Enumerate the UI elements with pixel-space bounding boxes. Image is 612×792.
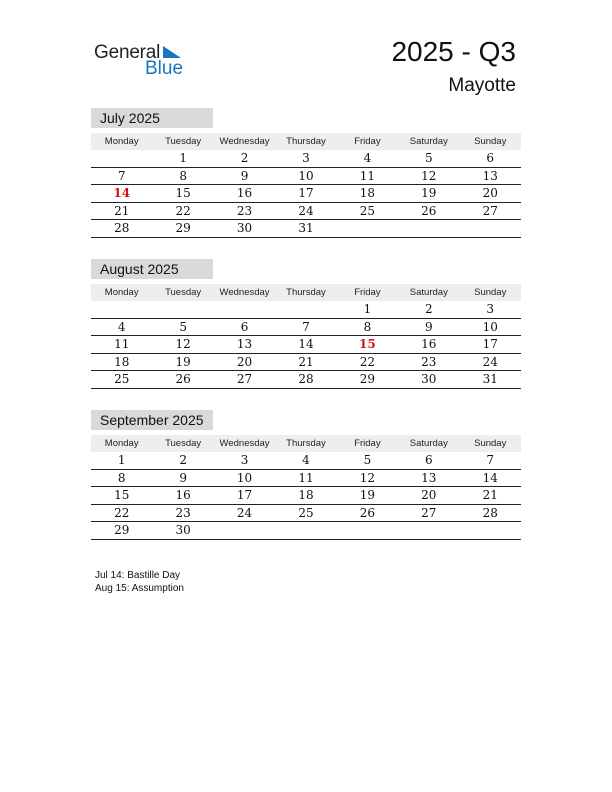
generalblue-logo — [94, 40, 194, 80]
day-cell: 11 — [114, 337, 130, 351]
day-cell: 8 — [179, 168, 187, 183]
holiday-notes — [95, 569, 184, 595]
week-row — [91, 220, 521, 238]
empty-day-cell — [460, 522, 521, 539]
day-cell: 26 — [359, 505, 376, 520]
holiday-note: Jul 14: Bastille Day — [95, 570, 181, 581]
day-cell: 6 — [240, 319, 249, 334]
day-cell: 23 — [175, 505, 191, 520]
day-cell: 3 — [486, 302, 495, 316]
day-cell: 22 — [359, 354, 376, 369]
day-cell: 9 — [240, 168, 249, 183]
weekday-label: Thursday — [286, 287, 326, 298]
day-cell: 27 — [236, 372, 253, 386]
day-cell: 18 — [359, 186, 376, 200]
day-cell: 20 — [236, 354, 253, 369]
weekday-label: Tuesday — [165, 287, 202, 298]
weekday-label: Sunday — [474, 287, 507, 298]
week-row — [91, 470, 521, 488]
weekday-label: Wednesday — [219, 438, 270, 449]
weekday-label: Sunday — [474, 438, 507, 449]
day-cell: 14 — [113, 186, 131, 200]
day-cell: 18 — [298, 488, 314, 502]
month-title: September 2025 — [91, 410, 213, 430]
day-cell: 19 — [359, 488, 376, 502]
day-cell: 19 — [175, 354, 191, 369]
day-cell: 12 — [175, 337, 191, 351]
day-cell: 5 — [425, 151, 433, 165]
empty-day-cell — [214, 301, 275, 318]
day-cell: 16 — [421, 337, 437, 351]
empty-day-cell — [275, 522, 336, 539]
logo-text-general: General — [94, 42, 161, 63]
day-cell: 24 — [236, 505, 253, 520]
day-cell: 28 — [482, 505, 498, 520]
month-title: July 2025 — [91, 108, 213, 128]
day-cell: 10 — [482, 319, 498, 334]
day-cell: 17 — [482, 337, 498, 351]
weekday-label: Saturday — [409, 438, 448, 449]
week-row — [91, 522, 521, 540]
day-cell: 24 — [482, 354, 498, 369]
empty-day-cell — [214, 522, 275, 539]
weekday-label: Tuesday — [165, 136, 202, 147]
day-cell: 17 — [298, 186, 314, 200]
day-cell: 16 — [236, 186, 253, 200]
empty-day-cell — [337, 522, 398, 539]
week-row — [91, 354, 521, 372]
day-cell: 9 — [425, 319, 433, 334]
weekday-header — [91, 284, 521, 301]
day-cell: 3 — [302, 151, 310, 165]
weekday-label: Saturday — [409, 287, 448, 298]
weekday-label: Thursday — [286, 438, 326, 449]
day-cell: 28 — [114, 221, 130, 235]
logo-text-blue: Blue — [145, 58, 184, 79]
day-cell: 30 — [421, 372, 437, 386]
month-title: August 2025 — [91, 259, 213, 279]
day-cell: 19 — [421, 186, 437, 200]
weekday-header — [91, 435, 521, 452]
day-cell: 4 — [117, 319, 126, 334]
day-cell: 26 — [421, 203, 437, 218]
week-row — [91, 319, 521, 337]
day-cell: 14 — [482, 470, 498, 485]
day-cell: 14 — [298, 337, 314, 351]
day-cell: 27 — [421, 505, 437, 520]
day-cell: 15 — [359, 337, 376, 351]
week-row — [91, 185, 521, 203]
empty-day-cell — [152, 301, 213, 318]
day-cell: 4 — [363, 151, 372, 165]
weekday-label: Friday — [354, 136, 381, 147]
weekday-label: Monday — [104, 438, 139, 449]
weekday-header — [91, 133, 521, 150]
day-cell: 12 — [421, 168, 437, 183]
day-cell: 29 — [175, 221, 191, 235]
day-cell: 25 — [114, 372, 130, 386]
day-cell: 20 — [421, 488, 437, 502]
month-july — [91, 108, 521, 238]
weekday-label: Wednesday — [219, 136, 270, 147]
empty-day-cell — [337, 220, 398, 237]
day-cell: 10 — [298, 168, 314, 183]
day-cell: 28 — [298, 372, 314, 386]
week-row — [91, 168, 521, 186]
weekday-label: Friday — [354, 287, 381, 298]
day-cell: 4 — [302, 453, 310, 467]
day-cell: 25 — [298, 505, 314, 520]
weekday-label: Wednesday — [219, 287, 270, 298]
weekday-label: Monday — [104, 287, 139, 298]
day-cell: 12 — [359, 470, 376, 485]
day-cell: 31 — [298, 221, 314, 235]
weekday-label: Tuesday — [165, 438, 202, 449]
day-cell: 17 — [236, 488, 253, 502]
week-row — [91, 150, 521, 168]
month-grid — [91, 150, 521, 238]
day-cell: 29 — [114, 523, 130, 537]
day-cell: 30 — [175, 523, 191, 537]
empty-day-cell — [91, 150, 152, 167]
day-cell: 15 — [114, 488, 130, 502]
week-row — [91, 452, 521, 470]
day-cell: 10 — [236, 470, 253, 485]
weekday-label: Sunday — [474, 136, 507, 147]
weekday-label: Thursday — [286, 136, 326, 147]
week-row — [91, 336, 521, 354]
day-cell: 21 — [298, 354, 314, 369]
day-cell: 2 — [179, 453, 187, 467]
region-name: Mayotte — [448, 75, 516, 96]
month-august — [91, 259, 521, 389]
day-cell: 20 — [482, 186, 498, 200]
empty-day-cell — [398, 220, 459, 237]
day-cell: 23 — [236, 203, 253, 218]
page-title: 2025 - Q3 — [391, 36, 516, 67]
day-cell: 5 — [179, 319, 187, 334]
weekday-label: Saturday — [409, 136, 448, 147]
empty-day-cell — [460, 220, 521, 237]
day-cell: 22 — [114, 505, 130, 520]
day-cell: 9 — [179, 470, 187, 485]
day-cell: 13 — [236, 337, 253, 351]
day-cell: 5 — [363, 453, 372, 467]
day-cell: 24 — [298, 203, 314, 218]
day-cell: 11 — [359, 168, 376, 183]
day-cell: 3 — [240, 453, 249, 467]
day-cell: 26 — [175, 372, 191, 386]
week-row — [91, 203, 521, 221]
empty-day-cell — [91, 301, 152, 318]
day-cell: 13 — [421, 470, 437, 485]
weekday-label: Friday — [354, 438, 381, 449]
month-grid — [91, 301, 521, 389]
day-cell: 1 — [117, 453, 126, 467]
day-cell: 30 — [236, 221, 253, 235]
day-cell: 22 — [175, 203, 191, 218]
day-cell: 21 — [482, 488, 498, 502]
day-cell: 6 — [486, 151, 495, 165]
day-cell: 7 — [117, 168, 126, 183]
day-cell: 15 — [175, 186, 191, 200]
empty-day-cell — [398, 522, 459, 539]
day-cell: 16 — [175, 488, 191, 502]
day-cell: 8 — [117, 470, 126, 485]
day-cell: 6 — [425, 453, 433, 467]
week-row — [91, 301, 521, 319]
holiday-note: Aug 15: Assumption — [95, 583, 184, 594]
week-row — [91, 487, 521, 505]
week-row — [91, 371, 521, 389]
day-cell: 18 — [114, 354, 130, 369]
day-cell: 31 — [482, 372, 498, 386]
day-cell: 13 — [482, 168, 498, 183]
week-row — [91, 505, 521, 523]
weekday-label: Monday — [104, 136, 139, 147]
day-cell: 27 — [482, 203, 498, 218]
day-cell: 1 — [179, 151, 187, 165]
logo-triangle-icon — [161, 44, 183, 60]
empty-day-cell — [275, 301, 336, 318]
month-grid — [91, 452, 521, 540]
day-cell: 1 — [363, 302, 372, 316]
day-cell: 7 — [486, 453, 495, 467]
day-cell: 2 — [240, 151, 249, 165]
day-cell: 21 — [114, 203, 130, 218]
day-cell: 29 — [359, 372, 376, 386]
day-cell: 23 — [421, 354, 437, 369]
day-cell: 7 — [302, 319, 310, 334]
month-september — [91, 410, 521, 540]
day-cell: 2 — [425, 302, 433, 316]
day-cell: 25 — [359, 203, 376, 218]
day-cell: 8 — [363, 319, 372, 334]
day-cell: 11 — [298, 470, 314, 485]
